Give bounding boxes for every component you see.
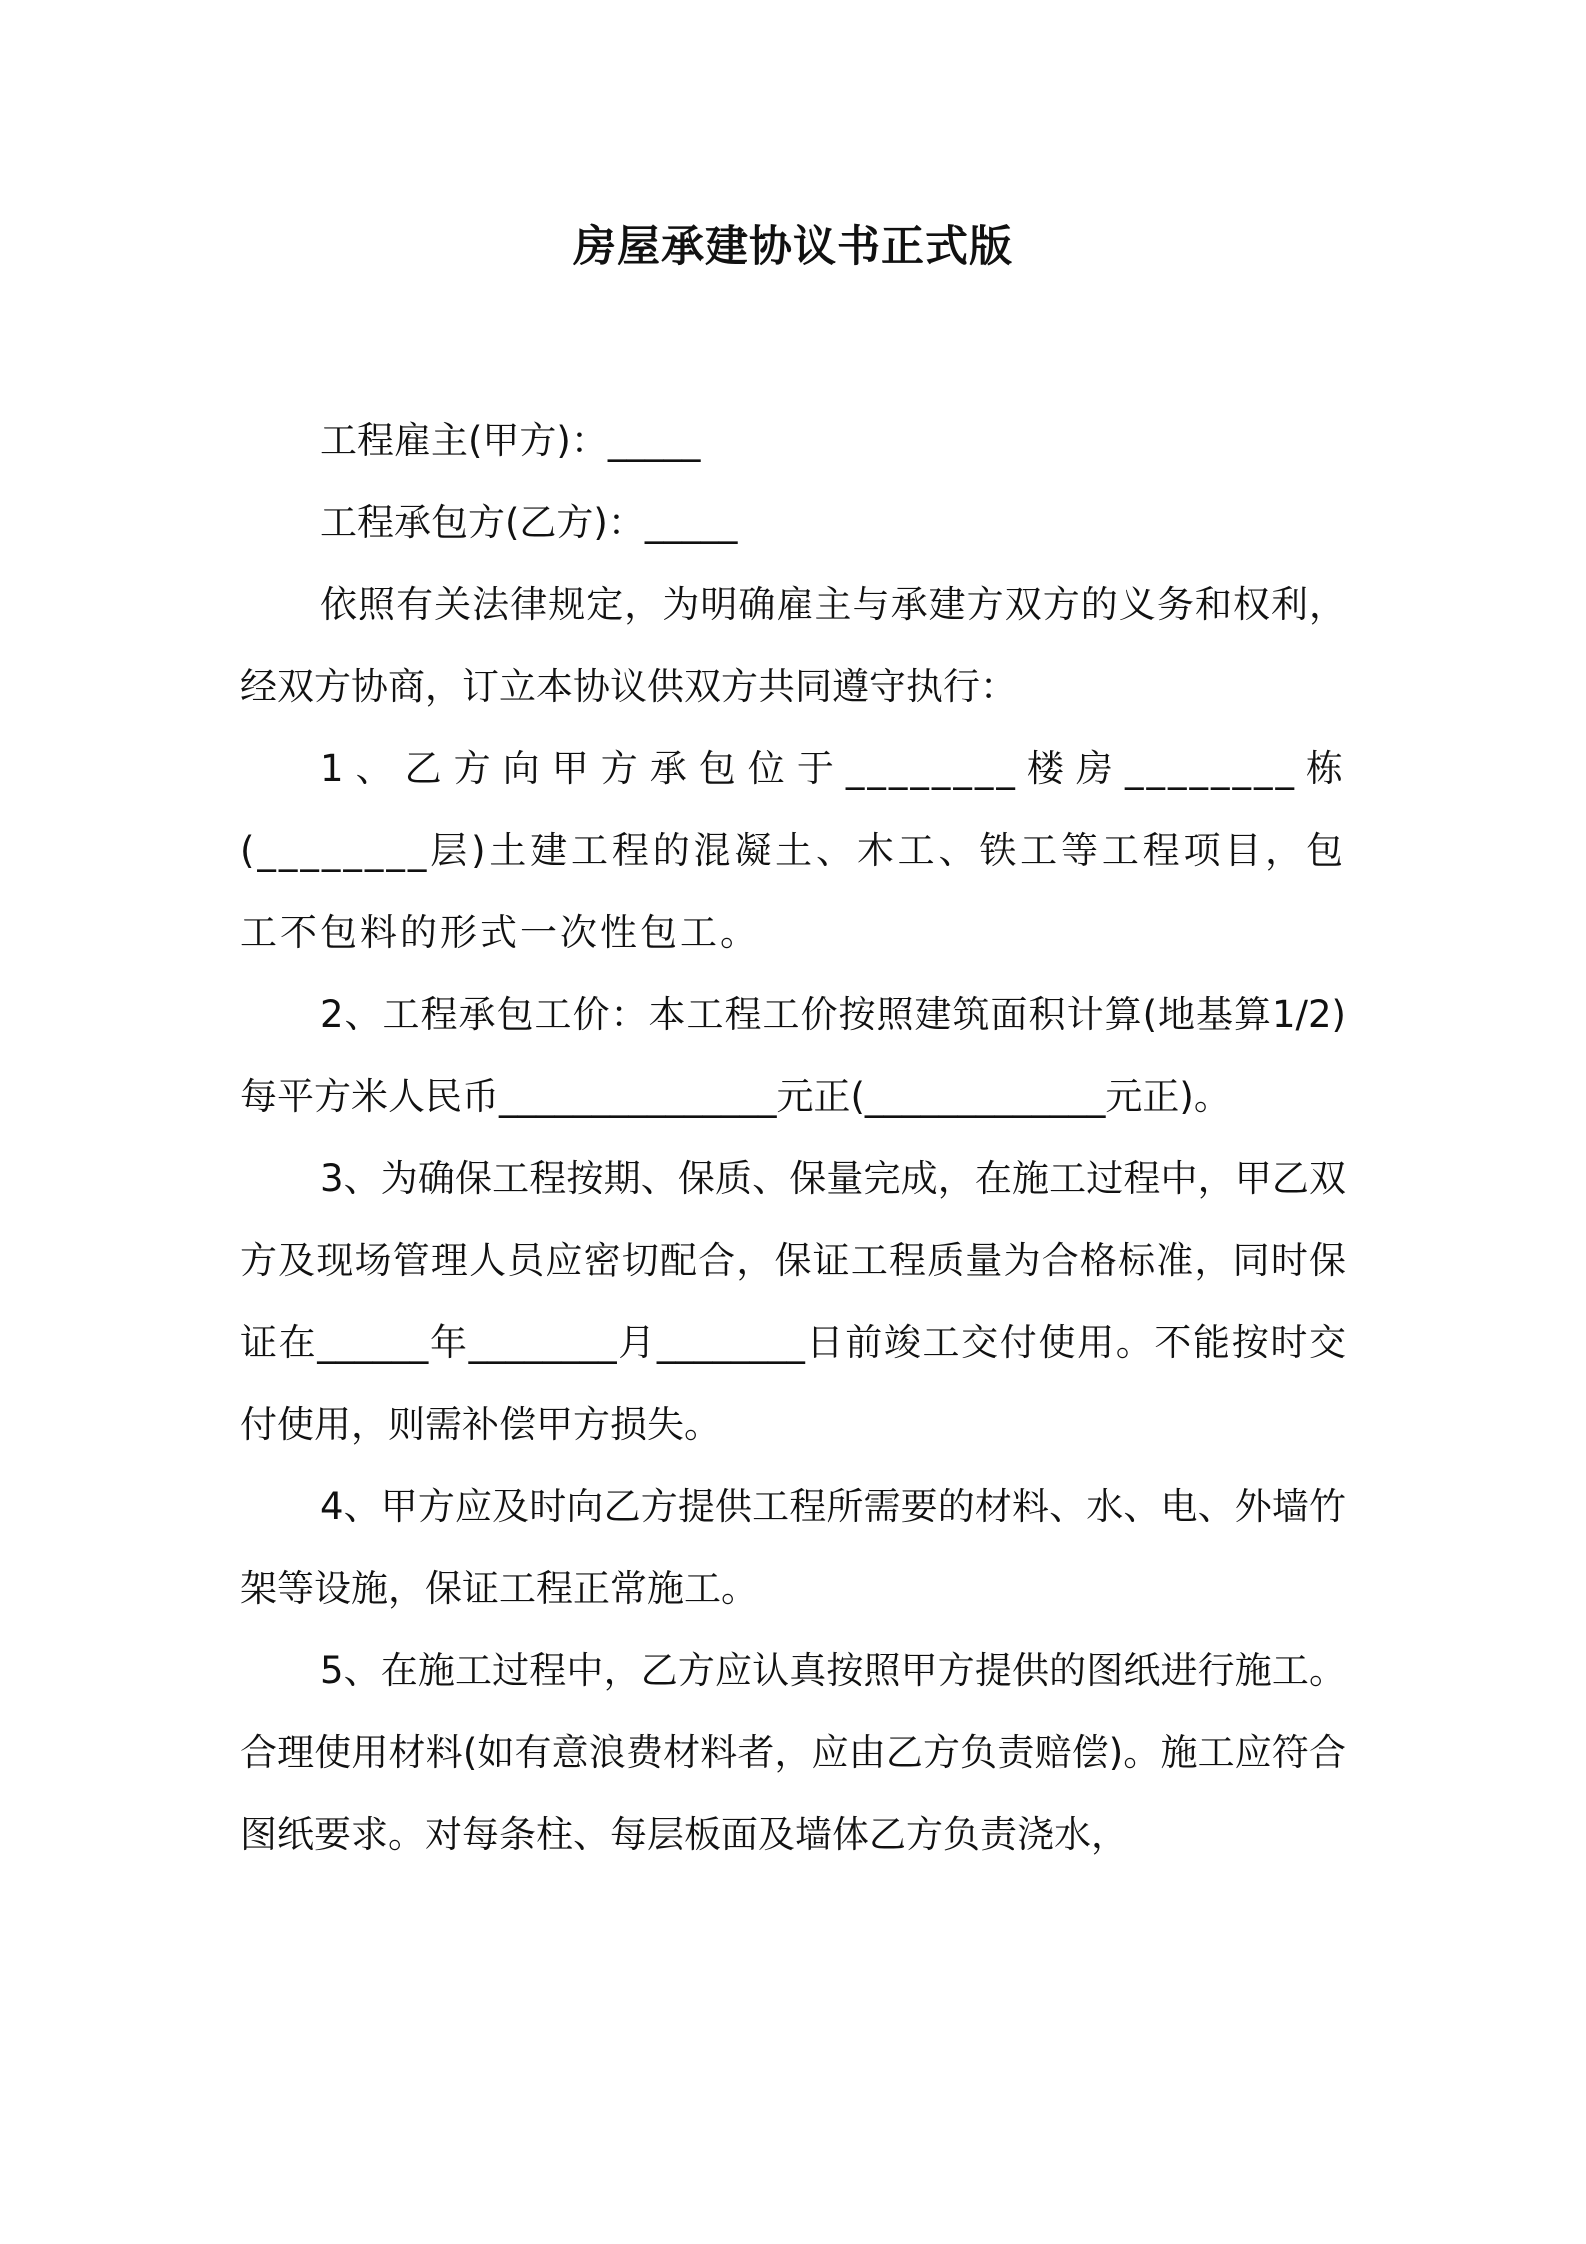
document-body — [240, 400, 1346, 1876]
clause-2-paragraph: 2、工程承包工价：本工程工价按照建筑面积计算(地基算1/2)每平方米人民币_______________元正(_____________元正)。 — [240, 993, 1346, 1118]
party-b-line: 工程承包方(乙方)：_____ — [320, 501, 738, 544]
clause-4-paragraph: 4、甲方应及时向乙方提供工程所需要的材料、水、电、外墙竹架等设施，保证工程正常施工。 — [240, 1485, 1346, 1610]
document-title: 房屋承建协议书正式版 — [573, 222, 1013, 272]
clause-1-paragraph: 1、乙方向甲方承包位于________楼房________栋(________层)土建工程的混凝土、木工、铁工等工程项目，包工不包料的形式一次性包工。 — [240, 747, 1346, 954]
preamble-paragraph: 依照有关法律规定，为明确雇主与承建方双方的义务和权利，经双方协商，订立本协议供双方共同遵守执行： — [240, 583, 1346, 708]
party-a-line: 工程雇主(甲方)：_____ — [320, 419, 701, 462]
clause-3-paragraph: 3、为确保工程按期、保质、保量完成，在施工过程中，甲乙双方及现场管理人员应密切配合，保证工程质量为合格标准，同时保证在______年________月________日前竣工交付使用。不能按时交付使用，则需补偿甲方损失。 — [240, 1157, 1346, 1446]
clause-5-paragraph: 5、在施工过程中，乙方应认真按照甲方提供的图纸进行施工。合理使用材料(如有意浪费材料者，应由乙方负责赔偿)。施工应符合图纸要求。对每条柱、每层板面及墙体乙方负责浇水， — [240, 1649, 1346, 1856]
